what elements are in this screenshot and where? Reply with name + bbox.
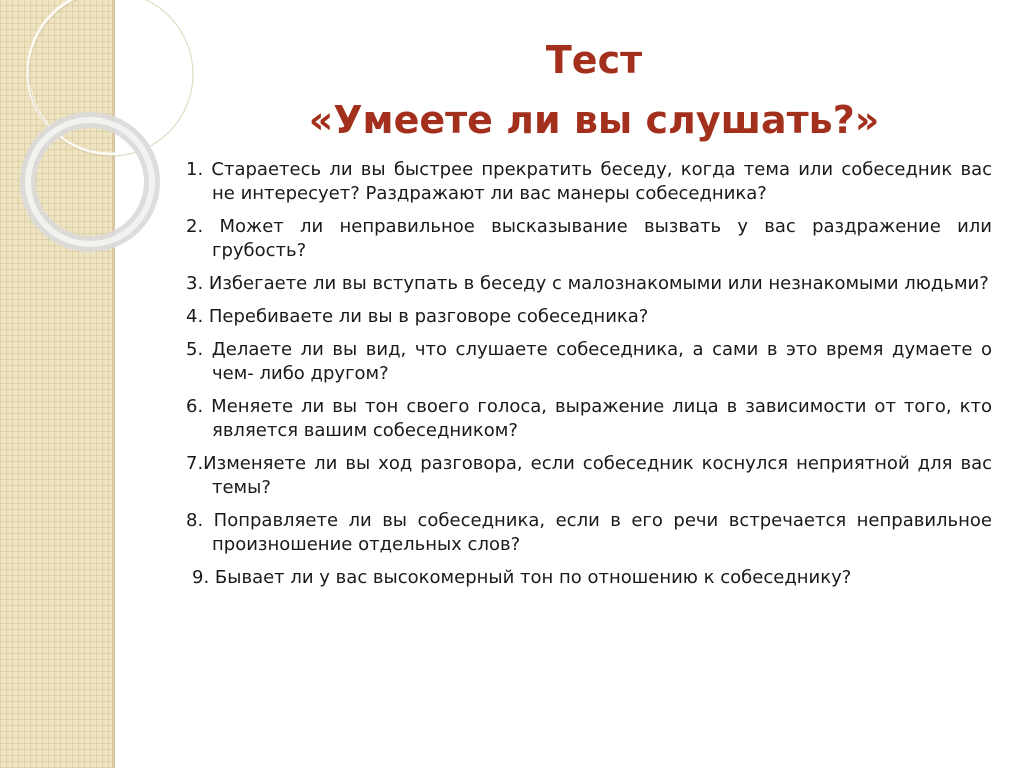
question-item-4: 4. Перебиваете ли вы в разговоре собеседника? bbox=[186, 306, 649, 327]
slide-title bbox=[186, 30, 992, 150]
question-list bbox=[186, 158, 992, 590]
decorative-rings-graphic bbox=[0, 0, 200, 300]
title-line-2: «Умеете ли вы слушать?» bbox=[308, 98, 880, 142]
question-item-7: 7.Изменяете ли вы ход разговора, если собеседник коснулся неприятной для вас темы? bbox=[186, 453, 992, 498]
question-item-9: 9. Бывает ли у вас высокомерный тон по отношению к собеседнику? bbox=[192, 567, 852, 588]
question-item-2: 2. Может ли неправильное высказывание вызвать у вас раздражение или грубость? bbox=[186, 216, 992, 261]
question-item-5: 5. Делаете ли вы вид, что слушаете собеседника, а сами в это время думаете о чем- либо другом? bbox=[186, 339, 992, 384]
question-item-1: 1. Стараетесь ли вы быстрее прекратить беседу, когда тема или собеседник вас не интересует? Раздражают ли вас манеры собеседника? bbox=[186, 159, 992, 204]
question-item-3: 3. Избегаете ли вы вступать в беседу с малознакомыми или незнакомыми людьми? bbox=[186, 273, 989, 294]
slide-content bbox=[186, 30, 992, 599]
small-ring-highlight bbox=[28, 120, 152, 244]
question-item-6: 6. Меняете ли вы тон своего голоса, выражение лица в зависимости от того, кто является вашим собеседником? bbox=[186, 396, 992, 441]
question-item-8: 8. Поправляете ли вы собеседника, если в его речи встречается неправильное произношение отдельных слов? bbox=[186, 510, 992, 555]
title-line-1: Тест bbox=[545, 38, 643, 82]
